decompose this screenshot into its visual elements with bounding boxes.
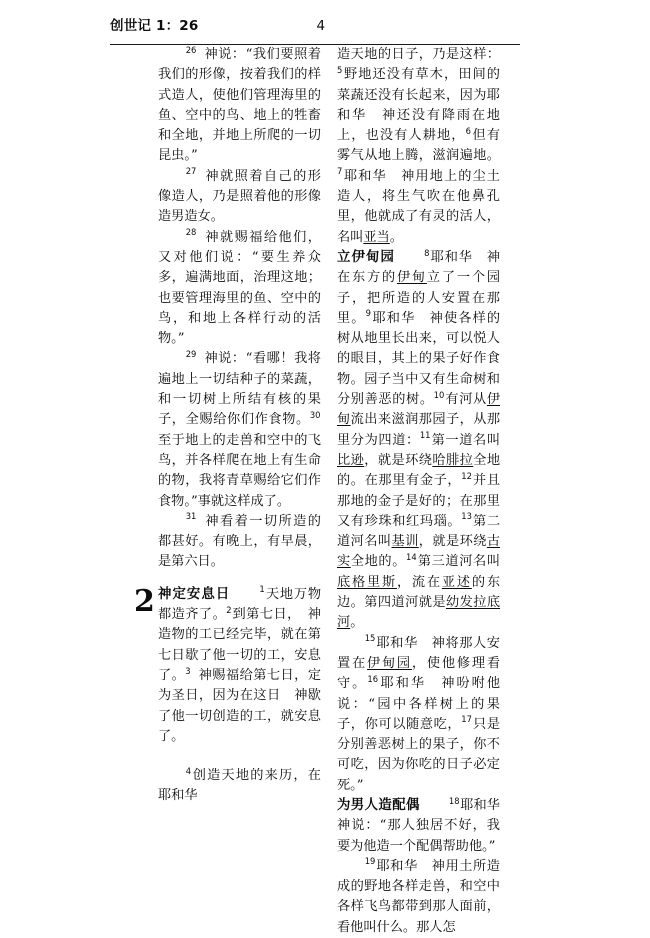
proper-noun: 比逊 <box>337 452 365 468</box>
verse-text: 神看着一切所造的都甚好。有晚上，有早晨，是第六日。 <box>158 513 321 570</box>
verse-text: 第二道河名叫基训，就是环绕古实全地的。 <box>337 513 501 570</box>
verse-text: 耶和华 神用地上的尘土造人，将生气吹在他鼻孔里，他就成了有灵的活人，名叫亚当。 <box>337 168 500 245</box>
verse-number: 19 <box>364 856 376 867</box>
verse-number: 26 <box>185 44 197 55</box>
verse-number: 7 <box>337 166 343 177</box>
verse-paragraph <box>158 766 321 807</box>
verse-number: 12 <box>461 470 472 481</box>
verse-number: 3 <box>185 665 191 676</box>
verse-number: 4 <box>185 765 192 776</box>
verse-paragraph <box>158 585 321 747</box>
verse-paragraph <box>337 45 500 248</box>
section-heading: 神定安息日 <box>158 586 231 602</box>
section-heading: 立伊甸园 <box>337 249 396 265</box>
verse-number: 1 <box>259 584 265 595</box>
proper-noun: 亚当 <box>363 229 390 245</box>
verse-text: 耶和华 神在东方的伊甸立了一个园子，把所造的人安置在那里。 <box>337 249 501 326</box>
proper-noun: 伊甸 <box>337 392 501 428</box>
verse-text: 神说：“看哪！我将遍地上一切结种子的菜蔬，和一切树上所结有核的果子，全赐给你们作食物。 <box>158 351 321 428</box>
proper-noun: 基训 <box>391 534 419 550</box>
verse-number: 8 <box>424 247 430 258</box>
verse-text: 耶和华 神说：“那人独居不好，我要为他造一个配偶帮助他。” <box>337 797 514 854</box>
verse-number: 16 <box>367 673 379 684</box>
proper-noun: 底格里斯 <box>337 574 397 590</box>
verse-number: 6 <box>465 125 471 136</box>
verse-text: 创造天地的来历，在耶和华 <box>158 768 321 804</box>
verse-text: 第三道河名叫底格里斯，流在亚述的东边。第四道河就是幼发拉底河。 <box>337 554 501 631</box>
chapter-block <box>134 583 322 747</box>
verse-text: 耶和华 神用土所造成的野地各样走兽，和空中各样飞鸟都带到那人面前，看他叫什么。那人怎 <box>337 858 500 935</box>
verse-number: 10 <box>433 389 445 400</box>
verse-text: 但有雾气从地上腾，滋润遍地。 <box>337 128 501 164</box>
verse-number: 29 <box>185 349 197 360</box>
proper-noun: 伊甸 <box>396 270 427 286</box>
verse-number: 14 <box>406 552 417 563</box>
verse-number: 2 <box>226 604 232 615</box>
verse-number: 17 <box>461 714 472 725</box>
verse-text: 第一道名叫比逊，就是环绕哈腓拉全地的。在那里有金子， <box>337 432 501 489</box>
verse-paragraph <box>158 45 321 167</box>
verse-paragraph <box>158 167 321 228</box>
verse-number: 27 <box>185 166 197 177</box>
verse-text: 并且那地的金子是好的；在那里又有珍珠和红玛瑙。 <box>337 473 501 529</box>
verse-text: 只是分别善恶树上的果子，你不可吃，因为你吃的日子必定死。” <box>337 716 501 793</box>
verse-text: 耶和华 神使各样的树从地里长出来，可以悦人的眼目，其上的果子好作食物。园子当中又有生命树和分别善恶的树。 <box>337 310 501 408</box>
verse-number: 11 <box>419 430 431 441</box>
verse-number: 9 <box>365 308 371 319</box>
verse-paragraph <box>337 634 500 796</box>
verse-text: 耶和华 神吩咐他说：“园中各样树上的果子，你可以随意吃， <box>337 676 501 732</box>
verse-text: 造天地的日子，乃是这样： <box>337 47 500 62</box>
proper-noun: 哈腓拉 <box>432 452 474 468</box>
verse-number: 5 <box>337 64 343 75</box>
proper-noun: 幼发拉底河 <box>337 595 501 631</box>
column-left <box>134 44 322 807</box>
verse-number: 15 <box>364 633 376 644</box>
proper-noun: 亚述 <box>441 574 472 590</box>
verse-paragraph <box>337 248 500 634</box>
proper-noun: 伊甸园 <box>366 655 412 671</box>
verse-text: 神说：“我们要照着我们的形像，按着我们的样式造人，使他们管理海里的鱼、空中的鸟、地上的牲畜和全地，并地上所爬的一切昆虫。” <box>158 47 321 164</box>
column-right <box>337 45 514 938</box>
text-columns <box>0 44 650 935</box>
verse-paragraph <box>337 795 514 857</box>
running-head <box>110 18 520 45</box>
verse-text: 到第七日， 神造物的工已经完毕，就在第七日歇了他一切的工，安息了。 <box>158 607 321 683</box>
verse-text: 至于地上的走兽和空中的飞鸟，并各样爬在地上有生命的物，我将青草赐给它们作食物。”事就这样成了。 <box>158 432 321 509</box>
section-heading: 为男人造配偶 <box>337 797 420 813</box>
verse-text: 天地万物都造齐了。 <box>158 586 322 623</box>
verse-number: 13 <box>461 511 472 522</box>
verse-text: 神就赐福给他们，又对他们说：“要生养众多，遍满地面，治理这地；也要管理海里的鱼、空中的鸟，和地上各样行动的活物。” <box>158 229 321 347</box>
verse-text: 野地还没有草木，田间的菜蔬还没有长起来，因为耶和华 神还没有降雨在地上，也没有人耕地， <box>337 67 500 144</box>
running-head-reference: 创世记 1：26 <box>110 18 199 34</box>
verse-number: 30 <box>309 409 321 420</box>
verse-text: 神赐福给第七日，定为圣日，因为在这日 神歇了他一切创造的工，就安息了。 <box>158 667 322 744</box>
verse-number: 28 <box>185 227 197 238</box>
verse-text: 耶和华 神将那人安置在伊甸园，使他修理看守。 <box>337 635 501 692</box>
verse-text: 神就照着自己的形像造人，乃是照着他的形像造男造女。 <box>158 168 321 225</box>
chapter-number: 2 <box>134 583 155 619</box>
verse-paragraph <box>158 512 321 573</box>
page-number: 4 <box>316 18 326 34</box>
proper-noun: 古实 <box>337 534 501 570</box>
verse-text: 有河从伊甸流出来滋润那园子，从那里分为四道： <box>337 392 501 448</box>
verse-paragraph <box>158 349 321 511</box>
verse-paragraph <box>158 228 321 350</box>
verse-number: 18 <box>448 795 460 806</box>
verse-paragraph <box>337 857 500 938</box>
verse-number: 31 <box>185 511 197 522</box>
